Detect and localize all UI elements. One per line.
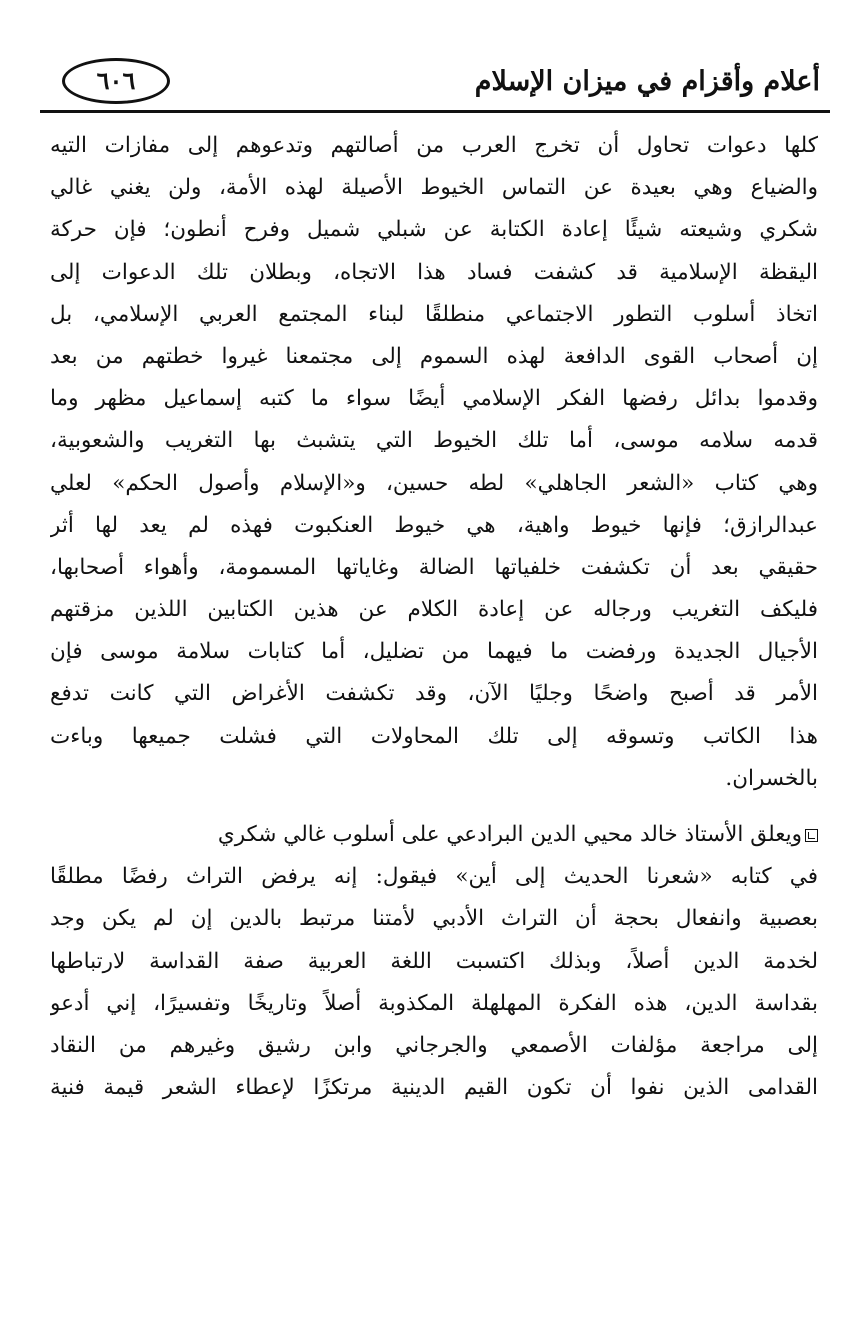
text-line: كلها دعوات تحاول أن تخرج العرب من أصالتهم وتدعوهم إلى مفازات التيه: [50, 133, 818, 158]
text-line: إلى مراجعة مؤلفات الأصمعي والجرجاني وابن رشيق وغيرهم من النقاد: [50, 1032, 818, 1058]
paragraph-1: [50, 125, 818, 800]
page-number-frame: [62, 58, 170, 104]
text-line-first: [50, 814, 818, 856]
text-line: القدامى الذين نفوا أن تكون القيم الدينية مرتكزًا لإعطاء الشعر قيمة فنية: [50, 1075, 818, 1101]
text-line: وهي كتاب «الشعر الجاهلي» لطه حسين، و«الإسلام وأصول الحكم» لعلي: [50, 470, 818, 496]
text-line: إن أصحاب القوى الدافعة لهذه السموم إلى مجتمعنا غيروا خطتهم من بعد: [50, 343, 818, 369]
text-line: حقيقي بعد أن تكشفت خلفياتها الضالة وغاياتها المسمومة، وأهواء أصحابها،: [50, 554, 818, 580]
text-line: والضياع وهي بعيدة عن التماس الخيوط الأصيلة لهذه الأمة، ولن يغني غالي: [50, 175, 818, 201]
text-line: الأمر قد أصبح واضحًا وجليًا الآن، وقد تكشفت الأغراض التي كانت تدفع: [50, 681, 818, 707]
running-header: [40, 52, 830, 110]
text-line: في كتابه «شعرنا الحديث إلى أين» فيقول: إنه يرفض التراث رفضًا مطلقًا: [50, 864, 818, 890]
text-line: هذا الكاتب وتسوقه إلى تلك المحاولات التي فشلت جميعها وباءت: [50, 723, 818, 749]
header-rule: [40, 110, 830, 113]
text-line: لخدمة الدين أصلاً، وبذلك اكتسبت اللغة العربية صفة القداسة لارتباطها: [50, 948, 818, 974]
paragraph-2: [50, 814, 818, 1109]
paragraph-marker-icon: [805, 829, 818, 842]
text-line: بالخسران.: [725, 765, 818, 791]
text-line: بعصبية وانفعال بحجة أن التراث الأدبي لأمتنا مرتبط بالدين إن لم يكن وجد: [50, 906, 818, 932]
text-line: بقداسة الدين، هذه الفكرة المهلهلة المكذوبة أصلاً وتاريخًا وتفسيرًا، إني أدعو: [50, 990, 818, 1016]
text-line-content: ويعلق الأستاذ خالد محيي الدين البرادعي على أسلوب غالي شكري: [217, 822, 802, 847]
text-line: قدمه سلامه موسى، أما تلك الخيوط التي يتشبث بها التغريب والشعوبية،: [50, 428, 818, 454]
text-line: اتخاذ أسلوب التطور الاجتماعي منطلقًا لبناء المجتمع العربي الإسلامي، بل: [50, 301, 818, 327]
text-line: اليقظة الإسلامية قد كشفت فساد هذا الاتجاه، وبطلان تلك الدعوات إلى: [50, 259, 818, 285]
text-line: وقدموا بدائل رفضها الفكر الإسلامي أيضًا سواء ما كتبه إسماعيل مظهر وما: [50, 386, 818, 412]
paragraph-gap: [50, 800, 818, 814]
page-number: ٦٠٦: [96, 66, 136, 95]
text-line: عبدالرازق؛ فإنها خيوط واهية، هي خيوط العنكبوت فهذه لم يعد لها أثر: [50, 512, 818, 538]
book-title: أعلام وأقزام في ميزان الإسلام: [474, 66, 820, 97]
text-line: الأجيال الجديدة ورفضت ما فيهما من تضليل، أما كتابات سلامة موسى فإن: [50, 639, 818, 665]
body-text: [50, 125, 818, 1109]
text-line: فليكف التغريب ورجاله عن إعادة الكلام عن هذين الكتابين اللذين مزقتهم: [50, 597, 818, 623]
text-line: شكري وشيعته شيئًا إعادة الكتابة عن شبلي شميل وفرح أنطون؛ فإن حركة: [50, 217, 818, 243]
